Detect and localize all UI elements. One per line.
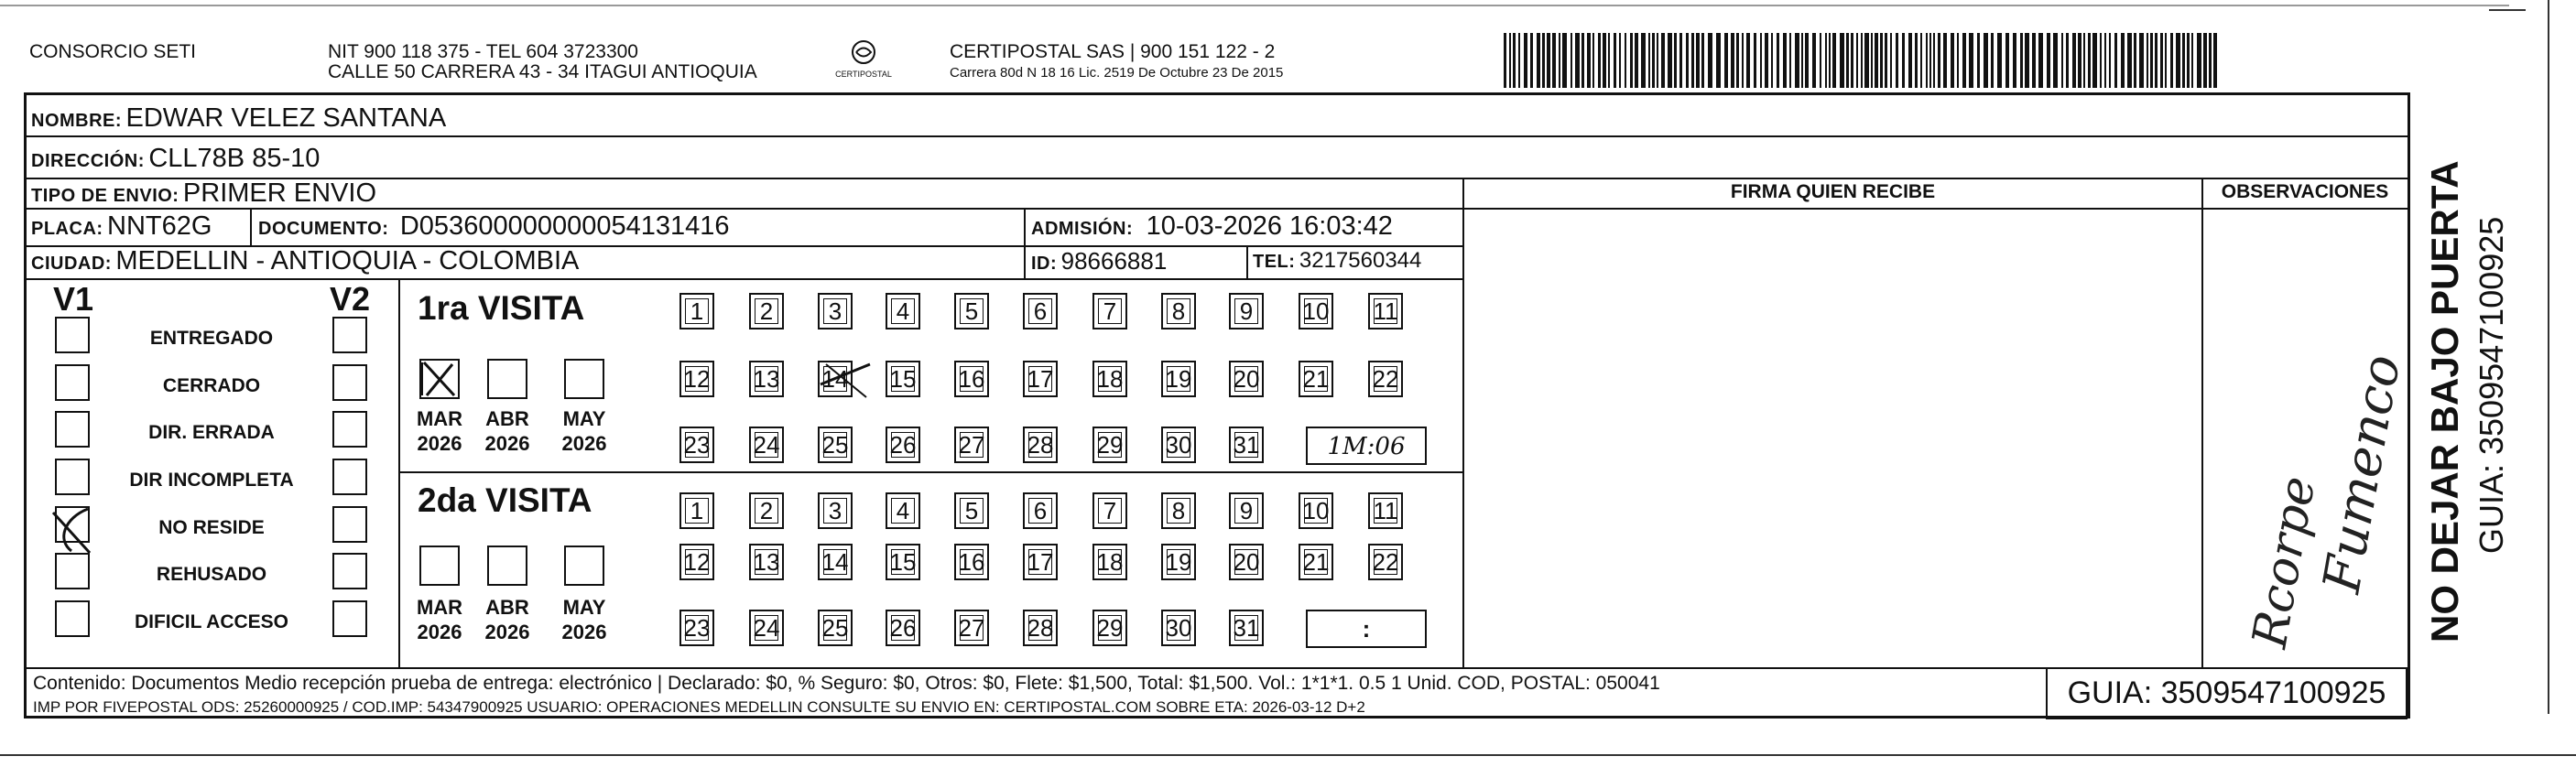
second-visit-day-box[interactable]: 11 <box>1368 492 1403 529</box>
second-visit-day-box[interactable]: 12 <box>679 544 714 580</box>
second-visit-day-box[interactable]: 6 <box>1023 492 1058 529</box>
first-visit-day-box[interactable]: 18 <box>1092 361 1127 397</box>
second-visit-day-box[interactable]: 21 <box>1299 544 1333 580</box>
type-label: TIPO DE ENVIO: <box>31 186 179 206</box>
company-nit: NIT 900 118 375 - TEL 604 3723300 <box>328 41 638 62</box>
shipment-type: PRIMER ENVIO <box>182 178 377 208</box>
first-visit-day-box[interactable]: 12 <box>679 361 714 397</box>
signature-header: FIRMA QUIEN RECIBE <box>1730 181 1936 202</box>
id-label: ID: <box>1031 254 1058 274</box>
document-label: DOCUMENTO: <box>258 219 389 239</box>
no-under-door-warning: NO DEJAR BAJO PUERTA <box>2423 160 2466 643</box>
second-visit-month-label: ABR <box>485 596 529 619</box>
courier-name: CERTIPOSTAL SAS | 900 151 122 - 2 <box>950 41 1276 62</box>
first-visit-day-box[interactable]: 10 <box>1299 293 1333 329</box>
name-label: NOMBRE: <box>31 111 123 131</box>
first-visit-day-box[interactable]: 7 <box>1092 293 1127 329</box>
mar-checkmark <box>422 362 454 395</box>
first-visit-day-box[interactable]: 29 <box>1092 427 1127 463</box>
first-visit-day-box[interactable]: 11 <box>1368 293 1403 329</box>
first-visit-day-box[interactable]: 4 <box>886 293 920 329</box>
first-visit-day-box[interactable]: 22 <box>1368 361 1403 397</box>
first-visit-day-box[interactable]: 17 <box>1023 361 1058 397</box>
side-guia: GUIA: 3509547100925 <box>2473 216 2510 554</box>
recipient-name: EDWAR VELEZ SANTANA <box>125 103 447 133</box>
second-visit-day-box[interactable]: 5 <box>954 492 989 529</box>
first-visit-day-box[interactable]: 28 <box>1023 427 1058 463</box>
second-visit-day-box[interactable]: 14 <box>818 544 853 580</box>
first-visit-month-label: MAR <box>416 407 463 430</box>
second-visit-day-box[interactable]: 1 <box>679 492 714 529</box>
second-visit-day-box[interactable]: 10 <box>1299 492 1333 529</box>
second-visit-day-box[interactable]: 9 <box>1229 492 1264 529</box>
first-visit-day-box[interactable]: 1 <box>679 293 714 329</box>
address-label: DIRECCIÓN: <box>31 151 145 171</box>
second-visit-day-box[interactable]: 13 <box>749 544 784 580</box>
second-visit-day-box[interactable]: 22 <box>1368 544 1403 580</box>
second-visit-day-box[interactable]: 24 <box>749 610 784 646</box>
document-value: D053600000000054131416 <box>399 211 730 241</box>
handwriting-observation-1 <box>2243 472 2327 653</box>
second-visit-month-label: MAR <box>416 596 463 619</box>
admission-label: ADMISIÓN: <box>1031 219 1134 239</box>
first-visit-day-box[interactable]: 14 <box>818 361 853 397</box>
status-label: DIFICIL ACCESO <box>134 611 288 632</box>
first-visit-day-box[interactable]: 24 <box>749 427 784 463</box>
tel-label: TEL: <box>1253 252 1296 272</box>
status-label: DIR. ERRADA <box>148 422 275 443</box>
v2-header: V2 <box>330 280 371 318</box>
first-visit-month-year: 2026 <box>417 432 462 455</box>
second-visit-time[interactable]: : <box>1306 610 1427 648</box>
second-visit-day-box[interactable]: 19 <box>1161 544 1196 580</box>
second-visit-title: 2da VISITA <box>418 481 592 519</box>
first-visit-month-label: ABR <box>485 407 529 430</box>
no-reside-checkmark <box>53 509 90 553</box>
first-visit-day-box[interactable]: 23 <box>679 427 714 463</box>
v1-header: V1 <box>53 280 94 318</box>
handwriting-observation-2 <box>2312 351 2413 599</box>
second-visit-month-year: 2026 <box>417 621 462 643</box>
second-visit-day-box[interactable]: 3 <box>818 492 853 529</box>
second-visit-day-box[interactable]: 30 <box>1161 610 1196 646</box>
second-visit-month-year: 2026 <box>484 621 530 643</box>
tel-value: 3217560344 <box>1299 248 1422 273</box>
second-visit-month-label: MAY <box>562 596 606 619</box>
admission-value: 10-03-2026 16:03:42 <box>1146 211 1393 241</box>
first-visit-day-box[interactable]: 26 <box>886 427 920 463</box>
first-visit-title: 1ra VISITA <box>418 289 585 327</box>
second-visit-day-box[interactable]: 8 <box>1161 492 1196 529</box>
first-visit-day-box[interactable]: 25 <box>818 427 853 463</box>
second-visit-day-box[interactable]: 2 <box>749 492 784 529</box>
city-label: CIUDAD: <box>31 254 112 274</box>
second-visit-day-box[interactable]: 23 <box>679 610 714 646</box>
city-value: MEDELLIN - ANTIOQUIA - COLOMBIA <box>115 246 580 275</box>
second-visit-day-box[interactable]: 27 <box>954 610 989 646</box>
first-visit-day-box[interactable]: 16 <box>954 361 989 397</box>
plate-label: PLACA: <box>31 219 103 239</box>
first-visit-month-year: 2026 <box>561 432 607 455</box>
first-visit-day-box[interactable]: 27 <box>954 427 989 463</box>
first-visit-day-box[interactable]: 21 <box>1299 361 1333 397</box>
second-visit-day-box[interactable]: 17 <box>1023 544 1058 580</box>
second-visit-day-box[interactable]: 4 <box>886 492 920 529</box>
courier-license: Carrera 80d N 18 16 Lic. 2519 De Octubre 23 De 2015 <box>950 65 1284 81</box>
first-visit-day-box[interactable]: 20 <box>1229 361 1264 397</box>
first-visit-day-box[interactable]: 3 <box>818 293 853 329</box>
second-visit-day-box[interactable]: 18 <box>1092 544 1127 580</box>
footer-print-info: IMP POR FIVEPOSTAL ODS: 25260000925 / COD.IMP: 54347900925 USUARIO: OPERACIONES MEDELLIN CONSULTE SU ENVIO EN: CERTIPOSTAL.COM SOBRE ETA: 2026-03-12 D+2 <box>33 698 1365 716</box>
status-label: REHUSADO <box>156 564 267 585</box>
first-visit-day-box[interactable]: 31 <box>1229 427 1264 463</box>
logo-caption: CERTIPOSTAL <box>835 70 892 79</box>
status-label: NO RESIDE <box>158 517 265 538</box>
first-visit-month-label: MAY <box>562 407 606 430</box>
svg-text:Fumenco: Fumenco <box>2311 350 2413 598</box>
second-visit-day-box[interactable]: 16 <box>954 544 989 580</box>
second-visit-day-box[interactable]: 25 <box>818 610 853 646</box>
first-visit-day-box[interactable]: 2 <box>749 293 784 329</box>
second-visit-day-box[interactable]: 26 <box>886 610 920 646</box>
id-value: 98666881 <box>1060 247 1168 275</box>
second-visit-day-box[interactable]: 7 <box>1092 492 1127 529</box>
company-name: CONSORCIO SETI <box>29 41 197 62</box>
first-visit-day-box[interactable]: 13 <box>749 361 784 397</box>
svg-text:Rcorpe: Rcorpe <box>2242 472 2327 653</box>
observations-header: OBSERVACIONES <box>2221 181 2389 202</box>
second-visit-day-box[interactable]: 15 <box>886 544 920 580</box>
second-visit-day-box[interactable]: 31 <box>1229 610 1264 646</box>
first-visit-day-box[interactable]: 15 <box>886 361 920 397</box>
status-label: DIR INCOMPLETA <box>129 470 294 491</box>
second-visit-day-box[interactable]: 20 <box>1229 544 1264 580</box>
first-visit-day-box[interactable]: 6 <box>1023 293 1058 329</box>
second-visit-day-box[interactable]: 29 <box>1092 610 1127 646</box>
guia-box: GUIA: 3509547100925 <box>2046 667 2408 719</box>
status-label: ENTREGADO <box>149 328 274 349</box>
first-visit-day-box[interactable]: 19 <box>1161 361 1196 397</box>
second-visit-day-box[interactable]: 28 <box>1023 610 1058 646</box>
recipient-address: CLL78B 85-10 <box>148 144 321 173</box>
company-address: CALLE 50 CARRERA 43 - 34 ITAGUI ANTIOQUIA <box>328 61 757 82</box>
first-visit-day-box[interactable]: 5 <box>954 293 989 329</box>
footer-contents: Contenido: Documentos Medio recepción prueba de entrega: electrónico | Declarado: $0, % Seguro: $0, Otros: $0, Flete: $1,500, Total: $1,500. Vol.: 1*1*1. 0.5 1 Unid. COD, POSTAL: 050041 <box>33 673 1660 694</box>
first-visit-month-year: 2026 <box>484 432 530 455</box>
plate-value: NNT62G <box>107 211 212 241</box>
first-visit-day-box[interactable]: 9 <box>1229 293 1264 329</box>
status-label: CERRADO <box>162 375 261 396</box>
first-visit-time[interactable]: 1M:06 <box>1306 427 1427 465</box>
first-visit-day-box[interactable]: 8 <box>1161 293 1196 329</box>
first-visit-day-box[interactable]: 30 <box>1161 427 1196 463</box>
second-visit-month-year: 2026 <box>561 621 607 643</box>
